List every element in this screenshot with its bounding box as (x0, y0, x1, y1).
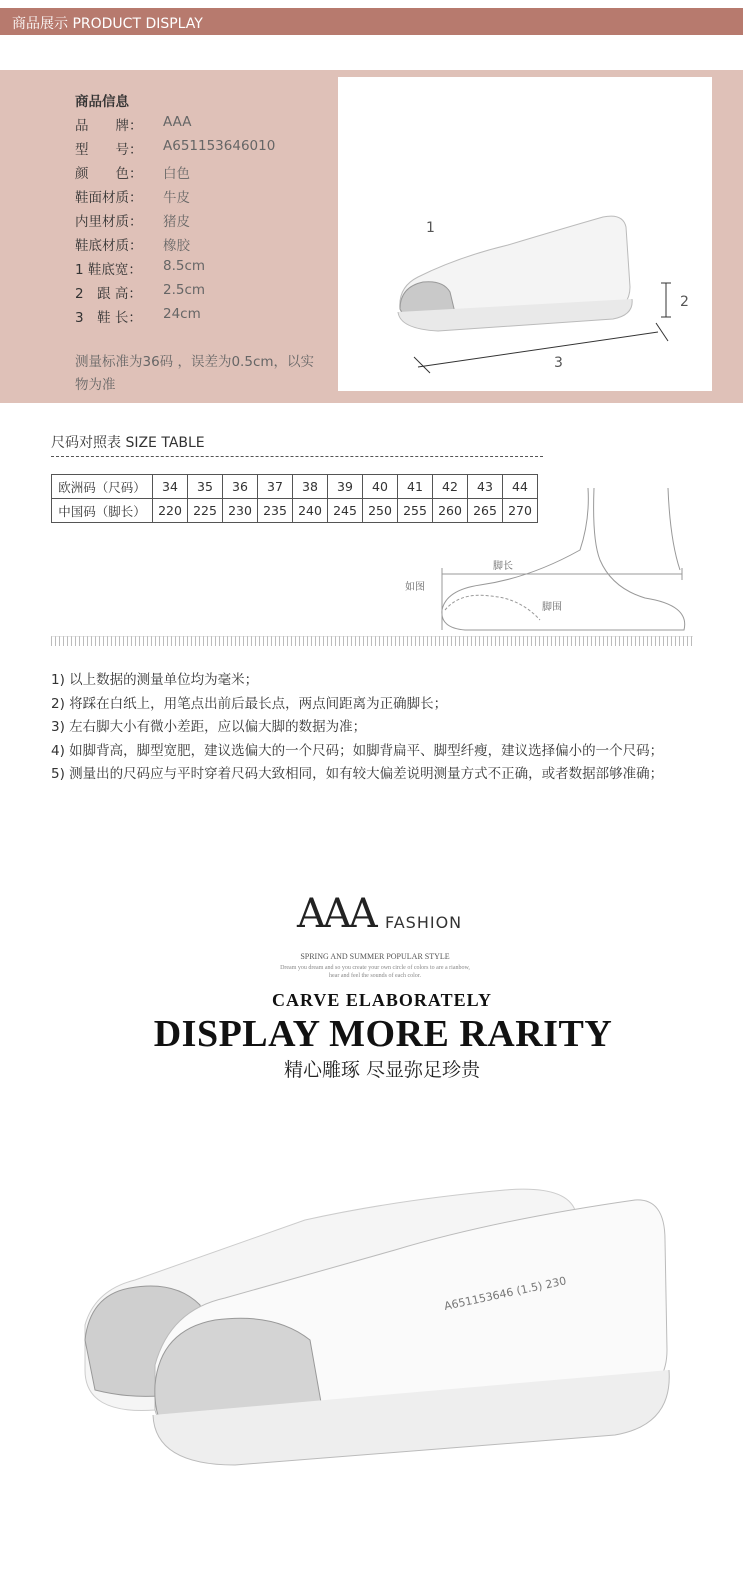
tip-item: 1) 以上数据的测量单位均为毫米； (51, 672, 259, 688)
table-cell: 230 (223, 499, 258, 523)
table-cell: 38 (293, 475, 328, 499)
table-cell: 36 (223, 475, 258, 499)
size-table-title: 尺码对照表 SIZE TABLE (51, 435, 205, 451)
tip-item: 5) 测量出的尺码应与平时穿着尺码大致相同，如有较大偏差说明测量方式不正确，或者数据部够准确； (51, 766, 664, 782)
table-cell: 265 (468, 499, 503, 523)
diagram-label-3: 3 (554, 355, 563, 371)
info-label: 1 鞋底宽： (75, 262, 142, 278)
table-cell: 37 (258, 475, 293, 499)
table-cell: 39 (328, 475, 363, 499)
table-cell: 225 (188, 499, 223, 523)
brand-subtext (0, 964, 750, 980)
shoes-photo (75, 1180, 675, 1480)
info-label: 品 牌： (75, 118, 143, 134)
brand-logo (297, 893, 497, 935)
info-value: AAA (163, 114, 192, 130)
info-label: 内里材质： (75, 214, 143, 230)
info-label: 颜 色： (75, 166, 143, 182)
info-value: 猪皮 (163, 214, 190, 230)
ruler-graphic (51, 636, 693, 652)
foot-circumference-label: 脚围 (542, 602, 562, 613)
table-cell: 270 (503, 499, 538, 523)
carve-heading: CARVE ELABORATELY (272, 990, 492, 1010)
chinese-slogan: 精心雕琢 尽显弥足珍贵 (283, 1059, 481, 1081)
brand-subtext-line: Dream you dream and so you create your own circle of colors to are a rianbow, (280, 965, 470, 971)
shoe-measure-diagram (338, 77, 712, 391)
table-cell: 40 (363, 475, 398, 499)
shoe-insole-print: A651153646 (1.5) 230 (442, 1274, 568, 1313)
brand-logo-mark: AAA (297, 891, 375, 937)
diagram-label-1: 1 (426, 220, 435, 236)
display-heading: DISPLAY MORE RARITY (153, 1013, 613, 1055)
product-info-heading: 商品信息 (75, 94, 129, 110)
info-value: 2.5cm (163, 282, 206, 298)
info-label: 鞋面材质： (75, 190, 143, 206)
foot-measure-diagram (390, 480, 700, 650)
info-value: 白色 (163, 166, 190, 182)
figure-label: 如图 (405, 582, 425, 593)
table-cell: 255 (398, 499, 433, 523)
info-label: 型 号： (75, 142, 143, 158)
brand-logo-suffix: FASHION (385, 913, 463, 932)
info-label: 鞋底材质： (75, 238, 143, 254)
table-cell: 43 (468, 475, 503, 499)
info-label: 2 跟 高： (75, 286, 142, 302)
info-value: 牛皮 (163, 190, 190, 206)
diagram-label-2: 2 (680, 294, 689, 310)
table-cell: 41 (398, 475, 433, 499)
tip-item: 3) 左右脚大小有微小差距，应以偏大脚的数据为准； (51, 719, 367, 735)
table-cell: 44 (503, 475, 538, 499)
table-cell: 35 (188, 475, 223, 499)
table-cell: 245 (328, 499, 363, 523)
section-header-bar (0, 8, 743, 35)
tip-item: 2) 将踩在白纸上，用笔点出前后最长点，两点间距离为正确脚长； (51, 695, 448, 712)
table-cell: 42 (433, 475, 468, 499)
info-value: 24cm (163, 306, 201, 322)
info-value: 8.5cm (163, 258, 206, 274)
brand-subtext-line: hear and feel the sounds of each color. (329, 973, 421, 979)
table-cell: 250 (363, 499, 398, 523)
table-cell: 34 (153, 475, 188, 499)
table-cell: 260 (433, 499, 468, 523)
row-header: 中国码（脚长） (52, 499, 153, 523)
measure-note: 测量标准为36码 ，误差为0.5cm，以实物为准 (75, 354, 315, 393)
section-header-title: 商品展示 PRODUCT DISPLAY (12, 16, 203, 32)
table-cell: 240 (293, 499, 328, 523)
info-value: A651153646010 (163, 138, 276, 154)
brand-tagline: SPRING AND SUMMER POPULAR STYLE (300, 952, 450, 961)
foot-length-label: 脚长 (493, 561, 513, 572)
table-cell: 220 (153, 499, 188, 523)
info-value: 橡胶 (163, 238, 190, 254)
row-header: 欧洲码（尺码） (52, 475, 153, 499)
tip-item: 4) 如脚背高，脚型宽肥，建议选偏大的一个尺码；如脚背扁平、脚型纤瘦，建议选择偏小的一个尺码； (51, 742, 664, 759)
product-photo (338, 77, 712, 391)
table-cell: 235 (258, 499, 293, 523)
info-label: 3 鞋 长： (75, 310, 142, 326)
measurement-tips (51, 669, 663, 787)
dashed-divider (51, 456, 543, 457)
